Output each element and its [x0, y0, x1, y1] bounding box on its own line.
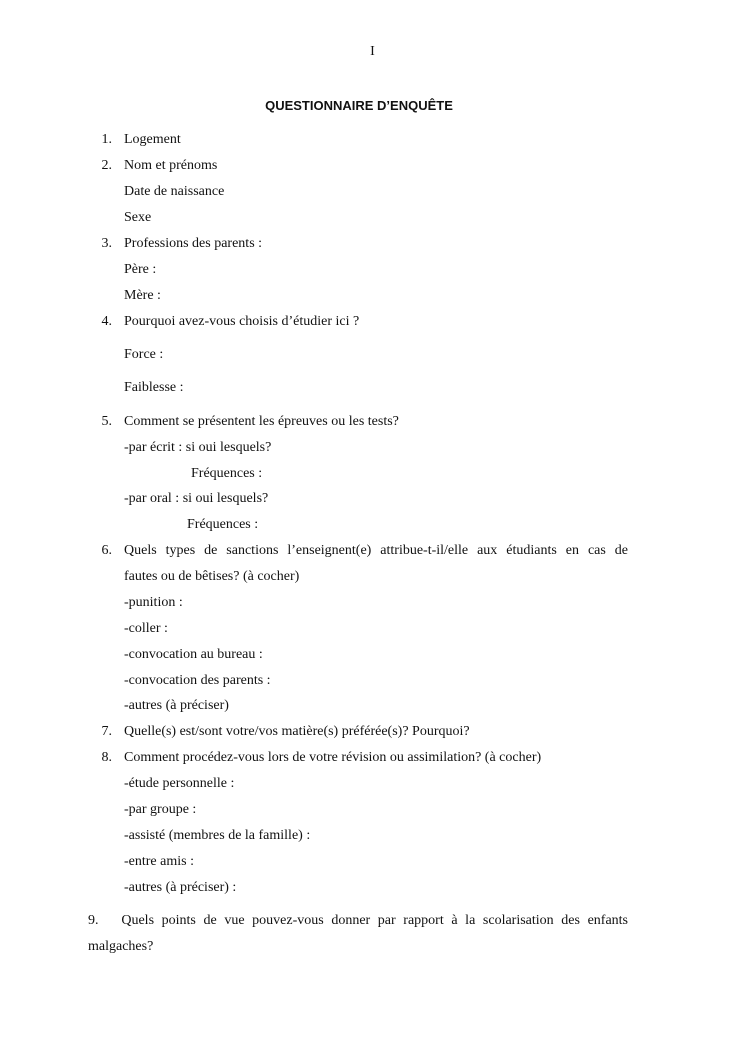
question-9-text-line-1: 9. Quels points de vue pouvez-vous donner par rapport à la scolarisation des enfants: [88, 913, 628, 928]
question-7-number: 7.: [101, 724, 112, 739]
question-8-number: 8.: [101, 750, 112, 765]
question-1-text: Logement: [124, 132, 181, 147]
question-2-text: Nom et prénoms: [124, 158, 218, 173]
question-2-sex: Sexe: [124, 210, 152, 225]
question-5-oral: -par oral : si oui lesquels?: [124, 491, 269, 506]
question-8-personal-study: -étude personnelle :: [124, 776, 235, 791]
question-5-written: -par écrit : si oui lesquels?: [124, 440, 272, 455]
question-5-oral-frequency: Fréquences :: [187, 517, 259, 532]
question-6-other: -autres (à préciser): [124, 698, 229, 713]
question-6-number: 6.: [101, 543, 112, 558]
question-6-text-line-2: fautes ou de bêtises? (à cocher): [124, 569, 300, 584]
document-title: QUESTIONNAIRE D’ENQUÊTE: [265, 98, 453, 113]
question-3-father: Père :: [124, 262, 157, 277]
question-2-date-of-birth: Date de naissance: [124, 184, 225, 199]
question-4-weakness: Faiblesse :: [124, 380, 184, 395]
question-5-text: Comment se présentent les épreuves ou les tests?: [124, 414, 399, 429]
question-6-text-line-1: Quels types de sanctions l’enseignent(e) attribue-t-il/elle aux étudiants en cas de: [124, 543, 628, 558]
question-3-number: 3.: [101, 236, 112, 251]
question-6-punishment: -punition :: [124, 595, 183, 610]
question-5-written-frequency: Fréquences :: [191, 466, 263, 481]
question-4-text: Pourquoi avez-vous choisis d’étudier ici ?: [124, 314, 360, 329]
question-3-text: Professions des parents :: [124, 236, 263, 251]
question-6-parents-summons: -convocation des parents :: [124, 673, 271, 688]
question-9-text-line-2: malgaches?: [88, 939, 154, 954]
question-8-group-study: -par groupe :: [124, 802, 197, 817]
question-7-text: Quelle(s) est/sont votre/vos matière(s) préférée(s)? Pourquoi?: [124, 724, 470, 739]
question-4-strength: Force :: [124, 347, 164, 362]
question-5-number: 5.: [101, 414, 112, 429]
question-1-number: 1.: [101, 132, 112, 147]
question-6-detention: -coller :: [124, 621, 168, 636]
question-6-office-summons: -convocation au bureau :: [124, 647, 263, 662]
question-8-text: Comment procédez-vous lors de votre révision ou assimilation? (à cocher): [124, 750, 542, 765]
question-8-with-friends: -entre amis :: [124, 854, 194, 869]
page-number: I: [370, 44, 375, 59]
question-3-mother: Mère :: [124, 288, 161, 303]
question-8-other: -autres (à préciser) :: [124, 880, 237, 895]
question-2-number: 2.: [101, 158, 112, 173]
question-4-number: 4.: [101, 314, 112, 329]
question-8-family-assisted: -assisté (membres de la famille) :: [124, 828, 311, 843]
